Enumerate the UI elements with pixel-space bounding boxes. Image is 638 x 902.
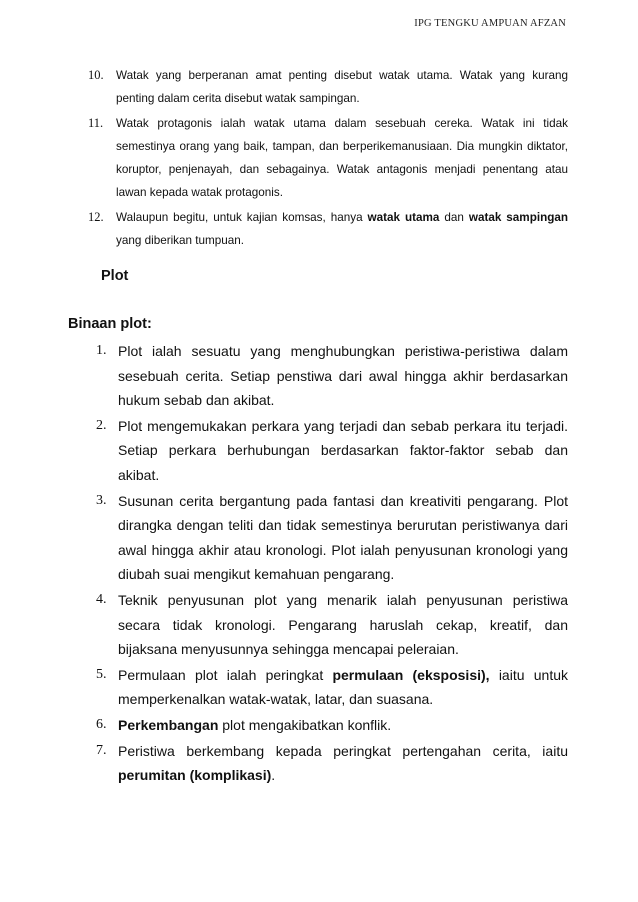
item-text: Watak protagonis ialah watak utama dalam sesebuah cereka. Watak ini tidak semestinya orang yang baik, tampan, dan berperikemanusiaan. Dia mungkin diktator, koruptor, penjenayah, dan sebagainya. Watak antagonis menjadi penentang atau lawan kepada watak protagonis. [116,116,568,200]
item-text: Watak yang berperanan amat penting disebut watak utama. Watak yang kurang penting dalam cerita disebut watak sampingan. [116,69,568,106]
watak-list [88,64,568,253]
item-text: Permulaan plot ialah peringkat permulaan (eksposisi), iaitu untuk memperkenalkan watak-watak, latar, dan suasana. [118,666,569,708]
list-item [96,414,568,488]
list-item [96,339,568,413]
list-item [96,739,568,788]
list-item [96,663,568,712]
section-title: Plot [101,268,129,284]
item-number: 2. [96,417,107,433]
item-text: Teknik penyusunan plot yang menarik ialah penyusunan peristiwa secara tidak kronologi. Pengarang haruslah cekap, kreatif, dan bijaksana menyusunnya sehingga mencapai peleraian. [118,591,568,658]
item-text: Walaupun begitu, untuk kajian komsas, hanya watak utama dan watak sampingan yang diberikan tumpuan. [116,210,568,248]
item-number: 1. [96,343,107,358]
item-text: Peristiwa berkembang kepada peringkat pertengahan cerita, iaitu perumitan (komplikasi). [118,742,568,784]
list-item [96,713,568,738]
list-item [88,112,568,205]
list-item [88,206,568,253]
page-header: IPG TENGKU AMPUAN AFZAN [414,18,566,29]
list-item [96,489,568,587]
list-item [88,64,568,111]
item-number: 11. [88,115,104,130]
item-number: 12. [88,209,104,224]
item-number: 6. [96,716,107,732]
item-number: 10. [88,68,104,82]
item-number: 3. [96,492,107,508]
item-number: 7. [96,742,107,758]
item-text: Susunan cerita bergantung pada fantasi dan kreativiti pengarang. Plot dirangka dengan teliti dan tidak semestinya berurutan peristiwanya dari awal hingga akhir atau kronologi. Plot ialah penyusunan kronologi yang diubah suai mengikut kemahuan pengarang. [118,492,568,583]
subsection-title: Binaan plot: [68,316,152,332]
item-text: Plot ialah sesuatu yang menghubungkan peristiwa-peristiwa dalam sesebuah cerita. Setiap penstiwa dari awal hingga akhir berdasarkan hukum sebab dan akibat. [118,343,568,409]
binaan-plot-list [96,339,568,789]
item-number: 4. [96,591,107,607]
item-text: Perkembangan plot mengakibatkan konflik. [118,716,392,733]
list-item [96,588,568,662]
item-number: 5. [96,666,107,682]
item-text: Plot mengemukakan perkara yang terjadi dan sebab perkara itu terjadi. Setiap perkara berhubungan berdasarkan faktor-faktor sebab dan akibat. [118,417,568,483]
